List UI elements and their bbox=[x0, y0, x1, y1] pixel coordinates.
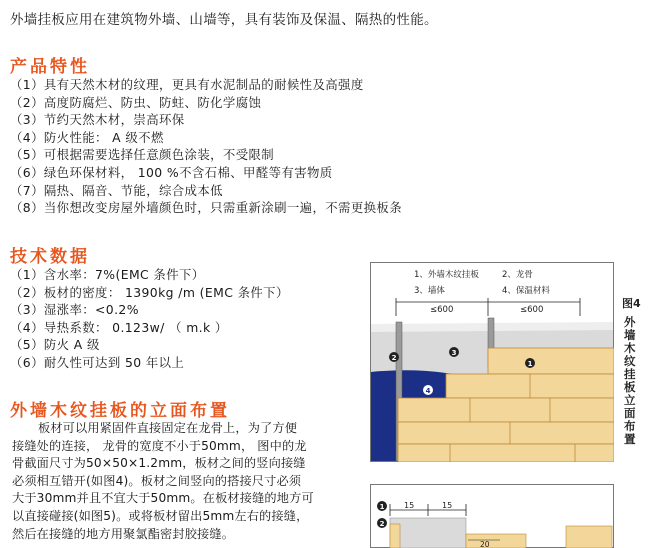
wood-board bbox=[566, 526, 612, 548]
dimension-label: 15 bbox=[442, 501, 453, 510]
dimension-label: ≤600 bbox=[520, 305, 544, 315]
legend-item: 2、龙骨 bbox=[502, 270, 533, 280]
list-item: （3）节约天然木材，崇高环保 bbox=[10, 112, 185, 128]
list-item: （1）含水率：7%(EMC 条件下） bbox=[10, 267, 205, 282]
list-item: （7）隔热、隔音、节能，综合成本低 bbox=[10, 182, 223, 198]
marker-1: 1 bbox=[379, 503, 385, 511]
wall bbox=[390, 518, 466, 548]
specs-heading: 技术数据 bbox=[10, 247, 90, 267]
paragraph-line: 必须相互错开(如图4)。板材之间竖向的搭接尺寸必须 bbox=[12, 473, 302, 488]
marker-2: 2 bbox=[391, 354, 397, 362]
paragraph-line: 板材可以用紧固件直接固定在龙骨上，为了方便 bbox=[38, 421, 298, 435]
dimension-label: 15 bbox=[404, 501, 415, 510]
figure4-caption: 外墙木纹挂板立面布置 bbox=[624, 315, 636, 446]
list-item: （2）板材的密度： 1390kg /m (EMC 条件下） bbox=[10, 284, 289, 300]
wood-board bbox=[466, 534, 526, 548]
list-item: （2）高度防腐烂、防虫、防蛀、防化学腐蚀 bbox=[10, 94, 262, 110]
list-item: （5）防火 A 级 bbox=[10, 337, 100, 353]
figure4-diagram bbox=[370, 262, 614, 462]
figure5-diagram bbox=[370, 484, 614, 548]
features-heading: 产品特性 bbox=[10, 57, 90, 77]
list-item: （4）导热系数： 0.123w/ （ m.k ） bbox=[10, 319, 228, 335]
intro-text: 外墙挂板应用在建筑物外墙、山墙等，具有装饰及保温、隔热的性能。 bbox=[10, 12, 438, 28]
features-list bbox=[10, 76, 402, 217]
paragraph-line: 大于30mm并且不宜大于50mm。在板材接缝的地方可 bbox=[12, 491, 314, 506]
list-item: （5）可根据需要选择任意颜色涂装，不受限制 bbox=[10, 147, 275, 163]
list-item: （8）当你想改变房屋外墙颜色时，只需重新涂刷一遍，不需更换板条 bbox=[10, 200, 403, 216]
marker-2: 2 bbox=[379, 520, 385, 528]
layout-paragraph bbox=[12, 420, 367, 543]
marker-1: 1 bbox=[527, 360, 533, 368]
legend-item: 4、保温材料 bbox=[502, 286, 550, 296]
list-item: （4）防火性能： A 级不燃 bbox=[10, 129, 164, 145]
paragraph-line: 接缝处的连接， 龙骨的宽度不小于50mm， 图中的龙 bbox=[12, 438, 307, 453]
marker-4: 4 bbox=[425, 387, 431, 395]
list-item: （1）具有天然木材的纹理，更具有水泥制品的耐候性及高强度 bbox=[10, 77, 364, 92]
list-item: （6）耐久性可达到 50 年以上 bbox=[10, 354, 185, 370]
dimension-label: 20 bbox=[480, 540, 490, 548]
paragraph-line: 然后在接缝的地方用聚氯酯密封胶接缝。 bbox=[12, 526, 235, 541]
paragraph-line: 以直接碰接(如图5)。或将板材留出5mm左右的接缝， bbox=[12, 508, 309, 523]
legend-item: 1、外墙木纹挂板 bbox=[414, 270, 479, 280]
figure4-label: 图4 bbox=[622, 297, 641, 310]
paragraph-line: 骨截面尺寸为50×50×1.2mm，板材之间的竖向接缝 bbox=[12, 456, 306, 471]
dimension-label: ≤600 bbox=[430, 305, 454, 315]
legend-item: 3、墙体 bbox=[414, 286, 445, 296]
list-item: （6）绿色环保材料， 100 %不含石棉、甲醛等有害物质 bbox=[10, 164, 333, 180]
list-item: （3）湿涨率：<0.2% bbox=[10, 302, 139, 318]
marker-3: 3 bbox=[451, 349, 457, 357]
wood-board bbox=[390, 524, 400, 548]
specs-list bbox=[10, 266, 289, 372]
layout-heading: 外墙木纹挂板的立面布置 bbox=[10, 401, 230, 421]
